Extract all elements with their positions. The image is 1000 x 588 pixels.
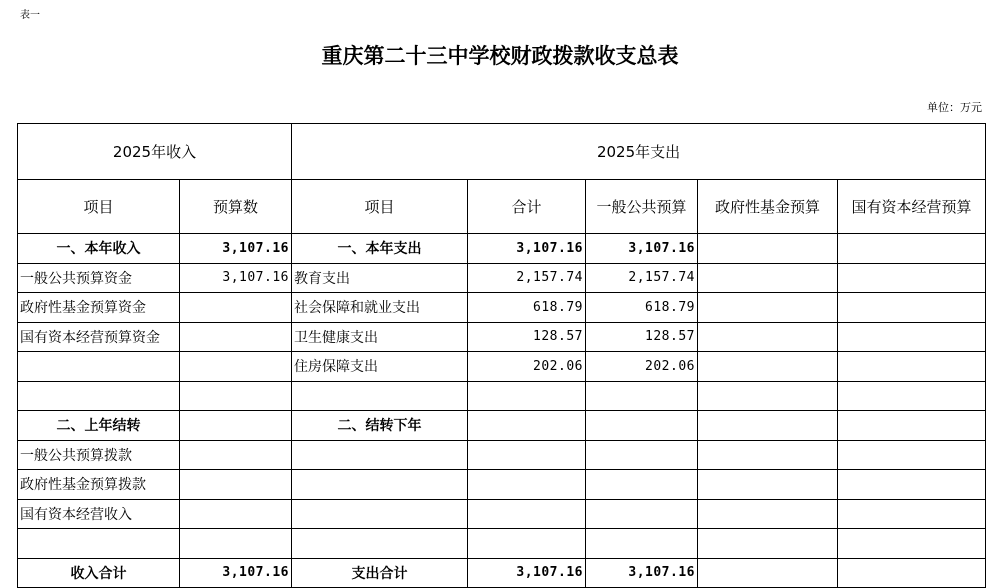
expense-item-cell <box>292 381 468 411</box>
expense-item-cell <box>292 440 468 470</box>
col-income-item: 项目 <box>18 180 180 234</box>
state-capital-cell <box>838 352 986 382</box>
total-cell <box>468 499 586 529</box>
general-budget-cell: 128.57 <box>586 322 698 352</box>
gov-fund-cell <box>698 411 838 441</box>
state-capital-total <box>838 558 986 588</box>
income-value-cell <box>180 529 292 559</box>
col-income-budget: 预算数 <box>180 180 292 234</box>
income-item-cell: 二、上年结转 <box>18 411 180 441</box>
income-value-cell <box>180 293 292 323</box>
table-row <box>18 529 986 559</box>
state-capital-cell <box>838 411 986 441</box>
gov-fund-cell <box>698 499 838 529</box>
total-cell: 2,157.74 <box>468 263 586 293</box>
total-cell: 202.06 <box>468 352 586 382</box>
total-cell: 128.57 <box>468 322 586 352</box>
table-row <box>18 322 986 352</box>
income-value-cell <box>180 470 292 500</box>
general-budget-total: 3,107.16 <box>586 558 698 588</box>
total-cell <box>468 470 586 500</box>
general-budget-cell <box>586 529 698 559</box>
col-total: 合计 <box>468 180 586 234</box>
income-value-cell <box>180 499 292 529</box>
expense-total-label: 支出合计 <box>292 558 468 588</box>
state-capital-cell <box>838 529 986 559</box>
total-cell: 618.79 <box>468 293 586 323</box>
income-value-cell: 3,107.16 <box>180 234 292 264</box>
income-value-cell <box>180 352 292 382</box>
table-row <box>18 234 986 264</box>
general-budget-cell: 3,107.16 <box>586 234 698 264</box>
total-cell <box>468 440 586 470</box>
state-capital-cell <box>838 470 986 500</box>
column-header-row <box>18 180 986 234</box>
general-budget-cell: 618.79 <box>586 293 698 323</box>
general-budget-cell: 202.06 <box>586 352 698 382</box>
income-total-label: 收入合计 <box>18 558 180 588</box>
table-row <box>18 440 986 470</box>
expense-group-header: 2025年支出 <box>292 124 986 180</box>
col-gov-fund-budget: 政府性基金预算 <box>698 180 838 234</box>
state-capital-cell <box>838 381 986 411</box>
state-capital-cell <box>838 293 986 323</box>
general-budget-cell <box>586 499 698 529</box>
income-value-cell <box>180 440 292 470</box>
gov-fund-cell <box>698 381 838 411</box>
expense-item-cell: 一、本年支出 <box>292 234 468 264</box>
group-header-row <box>18 124 986 180</box>
income-value-cell <box>180 411 292 441</box>
gov-fund-cell <box>698 263 838 293</box>
state-capital-cell <box>838 263 986 293</box>
income-item-cell: 政府性基金预算拨款 <box>18 470 180 500</box>
state-capital-cell <box>838 322 986 352</box>
gov-fund-total <box>698 558 838 588</box>
income-item-cell: 国有资本经营预算资金 <box>18 322 180 352</box>
total-cell <box>468 529 586 559</box>
expense-item-cell: 教育支出 <box>292 263 468 293</box>
table-row <box>18 352 986 382</box>
gov-fund-cell <box>698 529 838 559</box>
income-item-cell <box>18 381 180 411</box>
income-item-cell <box>18 529 180 559</box>
expense-item-cell <box>292 470 468 500</box>
gov-fund-cell <box>698 322 838 352</box>
expense-total-value: 3,107.16 <box>468 558 586 588</box>
expense-item-cell: 卫生健康支出 <box>292 322 468 352</box>
expense-item-cell <box>292 529 468 559</box>
income-item-cell: 国有资本经营收入 <box>18 499 180 529</box>
gov-fund-cell <box>698 352 838 382</box>
gov-fund-cell <box>698 440 838 470</box>
table-row <box>18 293 986 323</box>
table-row <box>18 499 986 529</box>
income-item-cell: 政府性基金预算资金 <box>18 293 180 323</box>
col-expense-item: 项目 <box>292 180 468 234</box>
table-row <box>18 470 986 500</box>
total-cell <box>468 381 586 411</box>
expense-item-cell: 二、结转下年 <box>292 411 468 441</box>
general-budget-cell <box>586 470 698 500</box>
gov-fund-cell <box>698 234 838 264</box>
col-general-budget: 一般公共预算 <box>586 180 698 234</box>
gov-fund-cell <box>698 293 838 323</box>
expense-item-cell: 社会保障和就业支出 <box>292 293 468 323</box>
income-group-header: 2025年收入 <box>18 124 292 180</box>
general-budget-cell: 2,157.74 <box>586 263 698 293</box>
table-row <box>18 381 986 411</box>
income-value-cell <box>180 381 292 411</box>
general-budget-cell <box>586 381 698 411</box>
page-title: 重庆第二十三中学校财政拨款收支总表 <box>321 43 679 68</box>
income-value-cell: 3,107.16 <box>180 263 292 293</box>
table-label: 表一 <box>20 10 40 21</box>
budget-table <box>17 123 986 588</box>
unit-label: 单位：万元 <box>927 101 982 114</box>
gov-fund-cell <box>698 470 838 500</box>
state-capital-cell <box>838 234 986 264</box>
total-cell <box>468 411 586 441</box>
general-budget-cell <box>586 440 698 470</box>
income-total-value: 3,107.16 <box>180 558 292 588</box>
expense-item-cell: 住房保障支出 <box>292 352 468 382</box>
total-cell: 3,107.16 <box>468 234 586 264</box>
expense-item-cell <box>292 499 468 529</box>
table-row <box>18 263 986 293</box>
income-value-cell <box>180 322 292 352</box>
col-state-capital-budget: 国有资本经营预算 <box>838 180 986 234</box>
income-item-cell: 一般公共预算资金 <box>18 263 180 293</box>
general-budget-cell <box>586 411 698 441</box>
table-row <box>18 411 986 441</box>
state-capital-cell <box>838 499 986 529</box>
income-item-cell: 一、本年收入 <box>18 234 180 264</box>
totals-row <box>18 558 986 588</box>
income-item-cell: 一般公共预算拨款 <box>18 440 180 470</box>
state-capital-cell <box>838 440 986 470</box>
income-item-cell <box>18 352 180 382</box>
